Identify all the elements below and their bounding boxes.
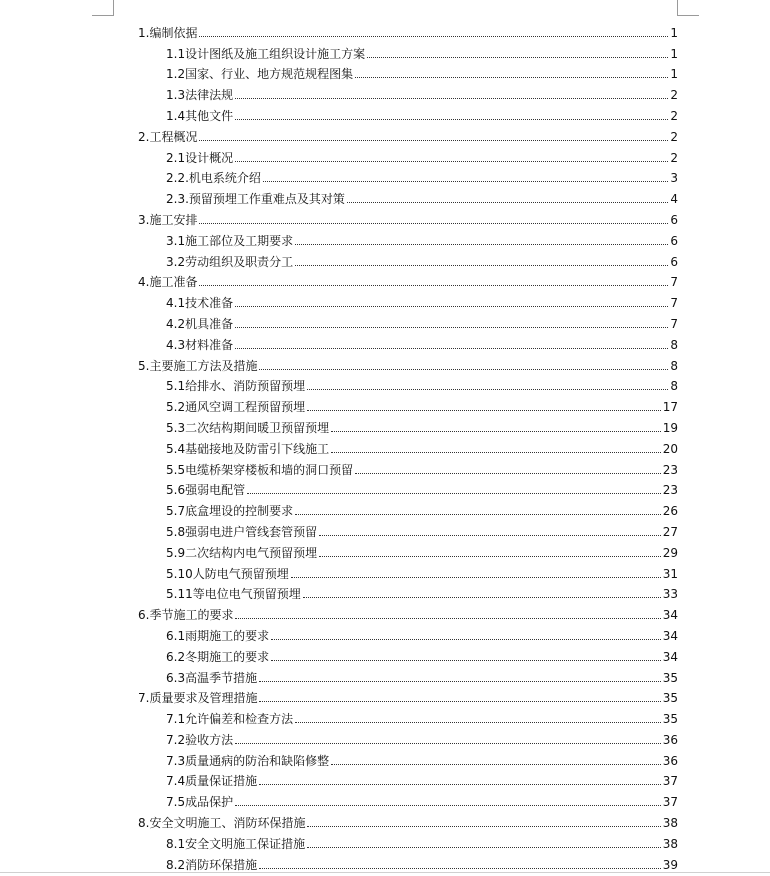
toc-entry-number: 7.4 <box>166 774 186 789</box>
toc-page-number: 17 <box>662 400 678 415</box>
toc-page-number: 23 <box>662 462 678 477</box>
toc-page-number: 37 <box>662 774 678 789</box>
toc-page-number: 20 <box>662 441 678 456</box>
toc-page-number: 36 <box>662 732 678 747</box>
toc-subentry[interactable] <box>138 228 678 249</box>
toc-entry-title: 法律法规 <box>185 88 234 103</box>
toc-entry-title: 二次结构内电气预留预埋 <box>185 545 318 560</box>
toc-subentry[interactable] <box>138 41 678 62</box>
toc-page-number: 2 <box>670 108 678 123</box>
toc-entry-number: 5.4 <box>166 441 186 456</box>
toc-entry-number: 1.2 <box>166 67 186 82</box>
toc-dot-leader <box>235 97 668 99</box>
toc-entry-title: 主要施工方法及措施 <box>149 358 258 373</box>
toc-entry-title: 二次结构期间暖卫预留预埋 <box>185 420 330 435</box>
toc-page-number: 6 <box>670 254 678 269</box>
toc-dot-leader <box>295 721 661 723</box>
toc-page-number: 35 <box>662 712 678 727</box>
toc-page-number: 38 <box>662 816 678 831</box>
toc-dot-leader <box>235 118 668 120</box>
toc-subentry[interactable] <box>138 831 678 852</box>
toc-subentry[interactable] <box>138 852 678 873</box>
toc-dot-leader <box>319 555 661 557</box>
toc-subentry[interactable] <box>138 311 678 332</box>
margin-mark-top-left-vertical <box>113 0 114 16</box>
toc-subentry[interactable] <box>138 145 678 166</box>
toc-page-number: 4 <box>670 192 678 207</box>
toc-entry-number: 3.1 <box>166 233 186 248</box>
toc-entry-number: 5.7 <box>166 504 186 519</box>
margin-mark-top-left-horizontal <box>92 15 114 16</box>
toc-dot-leader <box>331 430 661 432</box>
toc-subentry[interactable] <box>138 789 678 810</box>
page-bottom-edge <box>0 872 770 873</box>
toc-entry-number: 7. <box>138 691 150 706</box>
toc-dot-leader <box>307 409 661 411</box>
toc-dot-leader <box>331 763 661 765</box>
toc-entry-number: 2.2. <box>166 171 189 186</box>
toc-entry-title: 劳动组织及职责分工 <box>185 254 294 269</box>
toc-page-number: 27 <box>662 524 678 539</box>
toc-dot-leader <box>271 659 661 661</box>
toc-entry-title: 质量要求及管理措施 <box>149 691 258 706</box>
toc-entry-number: 7.1 <box>166 712 186 727</box>
toc-page-number: 8 <box>670 379 678 394</box>
toc-heading-entry[interactable] <box>138 124 678 145</box>
toc-entry-title: 强弱电进户管线套管预留 <box>185 524 318 539</box>
toc-entry-number: 5.11 <box>166 587 193 602</box>
toc-page-number: 1 <box>670 67 678 82</box>
margin-mark-top-right-horizontal <box>677 15 699 16</box>
toc-page-number: 29 <box>662 545 678 560</box>
toc-entry-number: 5.8 <box>166 524 186 539</box>
toc-entry-number: 5.2 <box>166 400 186 415</box>
toc-entry-title: 质量通病的防治和缺陷修整 <box>185 753 330 768</box>
toc-dot-leader <box>295 264 668 266</box>
toc-heading-entry[interactable] <box>138 602 678 623</box>
toc-entry-title: 基础接地及防雷引下线施工 <box>185 441 330 456</box>
toc-entry-title: 冬期施工的要求 <box>185 649 270 664</box>
toc-entry-number: 2.1 <box>166 150 186 165</box>
toc-entry-title: 高温季节措施 <box>185 670 258 685</box>
toc-heading-entry[interactable] <box>138 20 678 41</box>
toc-subentry[interactable] <box>138 498 678 519</box>
toc-dot-leader <box>303 596 661 598</box>
toc-dot-leader <box>307 846 661 848</box>
toc-entry-number: 5. <box>138 358 150 373</box>
toc-entry-number: 8. <box>138 816 150 831</box>
toc-entry-title: 消防环保措施 <box>185 857 258 872</box>
toc-page-number: 34 <box>662 608 678 623</box>
toc-subentry[interactable] <box>138 519 678 540</box>
toc-dot-leader <box>295 243 668 245</box>
toc-entry-title: 技术准备 <box>185 296 234 311</box>
toc-entry-title: 其他文件 <box>185 108 234 123</box>
toc-page-number: 34 <box>662 628 678 643</box>
toc-subentry[interactable] <box>138 249 678 270</box>
toc-entry-title: 工程概况 <box>149 129 198 144</box>
toc-entry-number: 1.4 <box>166 108 186 123</box>
toc-entry-title: 安全文明施工、消防环保措施 <box>149 816 306 831</box>
toc-page-number: 34 <box>662 649 678 664</box>
toc-entry-number: 7.5 <box>166 795 186 810</box>
toc-subentry[interactable] <box>138 394 678 415</box>
toc-dot-leader <box>235 347 668 349</box>
toc-dot-leader <box>235 617 660 619</box>
toc-page-number: 2 <box>670 150 678 165</box>
toc-entry-title: 成品保护 <box>185 795 234 810</box>
toc-dot-leader <box>259 368 668 370</box>
toc-entry-title: 编制依据 <box>149 25 198 40</box>
toc-entry-title: 设计概况 <box>185 150 234 165</box>
toc-entry-number: 8.1 <box>166 836 186 851</box>
toc-subentry[interactable] <box>138 748 678 769</box>
toc-dot-leader <box>235 804 661 806</box>
toc-page-number: 36 <box>662 753 678 768</box>
toc-subentry[interactable] <box>138 457 678 478</box>
toc-page-number: 2 <box>670 129 678 144</box>
toc-subentry[interactable] <box>138 62 678 83</box>
toc-entry-title: 材料准备 <box>185 337 234 352</box>
toc-dot-leader <box>235 305 668 307</box>
toc-dot-leader <box>235 160 668 162</box>
toc-dot-leader <box>271 638 661 640</box>
toc-dot-leader <box>295 513 661 515</box>
toc-entry-number: 7.2 <box>166 732 186 747</box>
toc-page-number: 8 <box>670 358 678 373</box>
toc-page-number: 3 <box>670 171 678 186</box>
toc-entry-number: 5.1 <box>166 379 186 394</box>
toc-page-number: 1 <box>670 46 678 61</box>
toc-entry-title: 安全文明施工保证措施 <box>185 836 306 851</box>
toc-subentry[interactable] <box>138 561 678 582</box>
toc-subentry[interactable] <box>138 769 678 790</box>
toc-dot-leader <box>319 534 661 536</box>
toc-page-number: 37 <box>662 795 678 810</box>
toc-dot-leader <box>235 742 661 744</box>
toc-page-number: 7 <box>670 316 678 331</box>
toc-entry-title: 质量保证措施 <box>185 774 258 789</box>
toc-entry-title: 施工安排 <box>149 212 198 227</box>
toc-page-number: 26 <box>662 504 678 519</box>
toc-entry-title: 机具准备 <box>185 316 234 331</box>
toc-subentry[interactable] <box>138 727 678 748</box>
toc-subentry[interactable] <box>138 415 678 436</box>
toc-page-number: 35 <box>662 670 678 685</box>
toc-subentry[interactable] <box>138 706 678 727</box>
toc-entry-number: 4.2 <box>166 316 186 331</box>
toc-entry-number: 7.3 <box>166 753 186 768</box>
toc-entry-number: 1. <box>138 25 150 40</box>
toc-entry-title: 人防电气预留预埋 <box>192 566 289 581</box>
toc-subentry[interactable] <box>138 186 678 207</box>
toc-entry-title: 给排水、消防预留预埋 <box>185 379 306 394</box>
toc-entry-number: 5.5 <box>166 462 186 477</box>
toc-page-number: 7 <box>670 296 678 311</box>
margin-mark-top-right-vertical <box>677 0 678 16</box>
toc-page-number: 8 <box>670 337 678 352</box>
toc-subentry[interactable] <box>138 644 678 665</box>
toc-dot-leader <box>199 222 668 224</box>
toc-dot-leader <box>259 700 660 702</box>
toc-entry-number: 4. <box>138 275 150 290</box>
toc-entry-number: 5.6 <box>166 483 186 498</box>
toc-entry-number: 1.1 <box>166 46 186 61</box>
toc-page-number: 2 <box>670 88 678 103</box>
toc-entry-number: 5.3 <box>166 420 186 435</box>
toc-page-number: 7 <box>670 275 678 290</box>
toc-entry-number: 4.3 <box>166 337 186 352</box>
toc-entry-title: 等电位电气预留预埋 <box>192 587 301 602</box>
toc-entry-number: 6.2 <box>166 649 186 664</box>
toc-page-number: 33 <box>662 587 678 602</box>
toc-entry-title: 施工准备 <box>149 275 198 290</box>
toc-heading-entry[interactable] <box>138 353 678 374</box>
toc-page-number: 35 <box>662 691 678 706</box>
toc-entry-number: 4.1 <box>166 296 186 311</box>
toc-dot-leader <box>347 201 668 203</box>
toc-entry-title: 施工部位及工期要求 <box>185 233 294 248</box>
toc-dot-leader <box>199 284 668 286</box>
toc-dot-leader <box>199 139 668 141</box>
toc-subentry[interactable] <box>138 290 678 311</box>
toc-entry-number: 6.1 <box>166 628 186 643</box>
toc-subentry[interactable] <box>138 436 678 457</box>
toc-dot-leader <box>199 35 668 37</box>
toc-heading-entry[interactable] <box>138 270 678 291</box>
toc-subentry[interactable] <box>138 478 678 499</box>
toc-entry-number: 5.9 <box>166 545 186 560</box>
toc-entry-title: 允许偏差和检查方法 <box>185 712 294 727</box>
toc-entry-title: 设计图纸及施工组织设计施工方案 <box>185 46 366 61</box>
toc-subentry[interactable] <box>138 540 678 561</box>
toc-subentry[interactable] <box>138 623 678 644</box>
toc-entry-number: 5.10 <box>166 566 193 581</box>
toc-dot-leader <box>259 783 661 785</box>
toc-page-number: 1 <box>670 25 678 40</box>
toc-dot-leader <box>259 680 661 682</box>
toc-subentry[interactable] <box>138 103 678 124</box>
toc-entry-number: 6.3 <box>166 670 186 685</box>
toc-dot-leader <box>355 76 668 78</box>
toc-dot-leader <box>247 492 661 494</box>
toc-entry-number: 6. <box>138 608 150 623</box>
toc-entry-number: 1.3 <box>166 88 186 103</box>
toc-entry-title: 底盒埋设的控制要求 <box>185 504 294 519</box>
toc-entry-number: 2.3. <box>166 192 189 207</box>
toc-entry-number: 3.2 <box>166 254 186 269</box>
toc-entry-title: 国家、行业、地方规范规程图集 <box>185 67 354 82</box>
toc-entry-number: 8.2 <box>166 857 186 872</box>
toc-dot-leader <box>367 56 668 58</box>
toc-entry-title: 验收方法 <box>185 732 234 747</box>
toc-subentry[interactable] <box>138 166 678 187</box>
toc-entry-title: 机电系统介绍 <box>188 171 261 186</box>
toc-dot-leader <box>307 825 660 827</box>
toc-dot-leader <box>291 576 661 578</box>
toc-dot-leader <box>331 451 661 453</box>
toc-heading-entry[interactable] <box>138 207 678 228</box>
toc-page-number: 23 <box>662 483 678 498</box>
table-of-contents <box>138 20 678 873</box>
toc-entry-title: 电缆桥架穿楼板和墙的洞口预留 <box>185 462 354 477</box>
toc-page-number: 38 <box>662 836 678 851</box>
toc-entry-title: 雨期施工的要求 <box>185 628 270 643</box>
toc-entry-title: 通风空调工程预留预埋 <box>185 400 306 415</box>
toc-page-number: 39 <box>662 857 678 872</box>
toc-dot-leader <box>259 867 661 869</box>
toc-subentry[interactable] <box>138 665 678 686</box>
toc-entry-title: 预留预埋工作重难点及其对策 <box>188 192 345 207</box>
toc-dot-leader <box>263 180 668 182</box>
toc-entry-number: 3. <box>138 212 150 227</box>
toc-subentry[interactable] <box>138 332 678 353</box>
toc-dot-leader <box>235 326 668 328</box>
toc-heading-entry[interactable] <box>138 810 678 831</box>
toc-page-number: 6 <box>670 212 678 227</box>
toc-subentry[interactable] <box>138 82 678 103</box>
toc-dot-leader <box>307 388 668 390</box>
toc-entry-title: 强弱电配管 <box>185 483 246 498</box>
toc-subentry[interactable] <box>138 582 678 603</box>
toc-page-number: 6 <box>670 233 678 248</box>
toc-entry-number: 2. <box>138 129 150 144</box>
toc-heading-entry[interactable] <box>138 686 678 707</box>
toc-entry-title: 季节施工的要求 <box>149 608 234 623</box>
toc-page-number: 19 <box>662 420 678 435</box>
toc-subentry[interactable] <box>138 374 678 395</box>
toc-page-number: 31 <box>662 566 678 581</box>
toc-dot-leader <box>355 472 661 474</box>
